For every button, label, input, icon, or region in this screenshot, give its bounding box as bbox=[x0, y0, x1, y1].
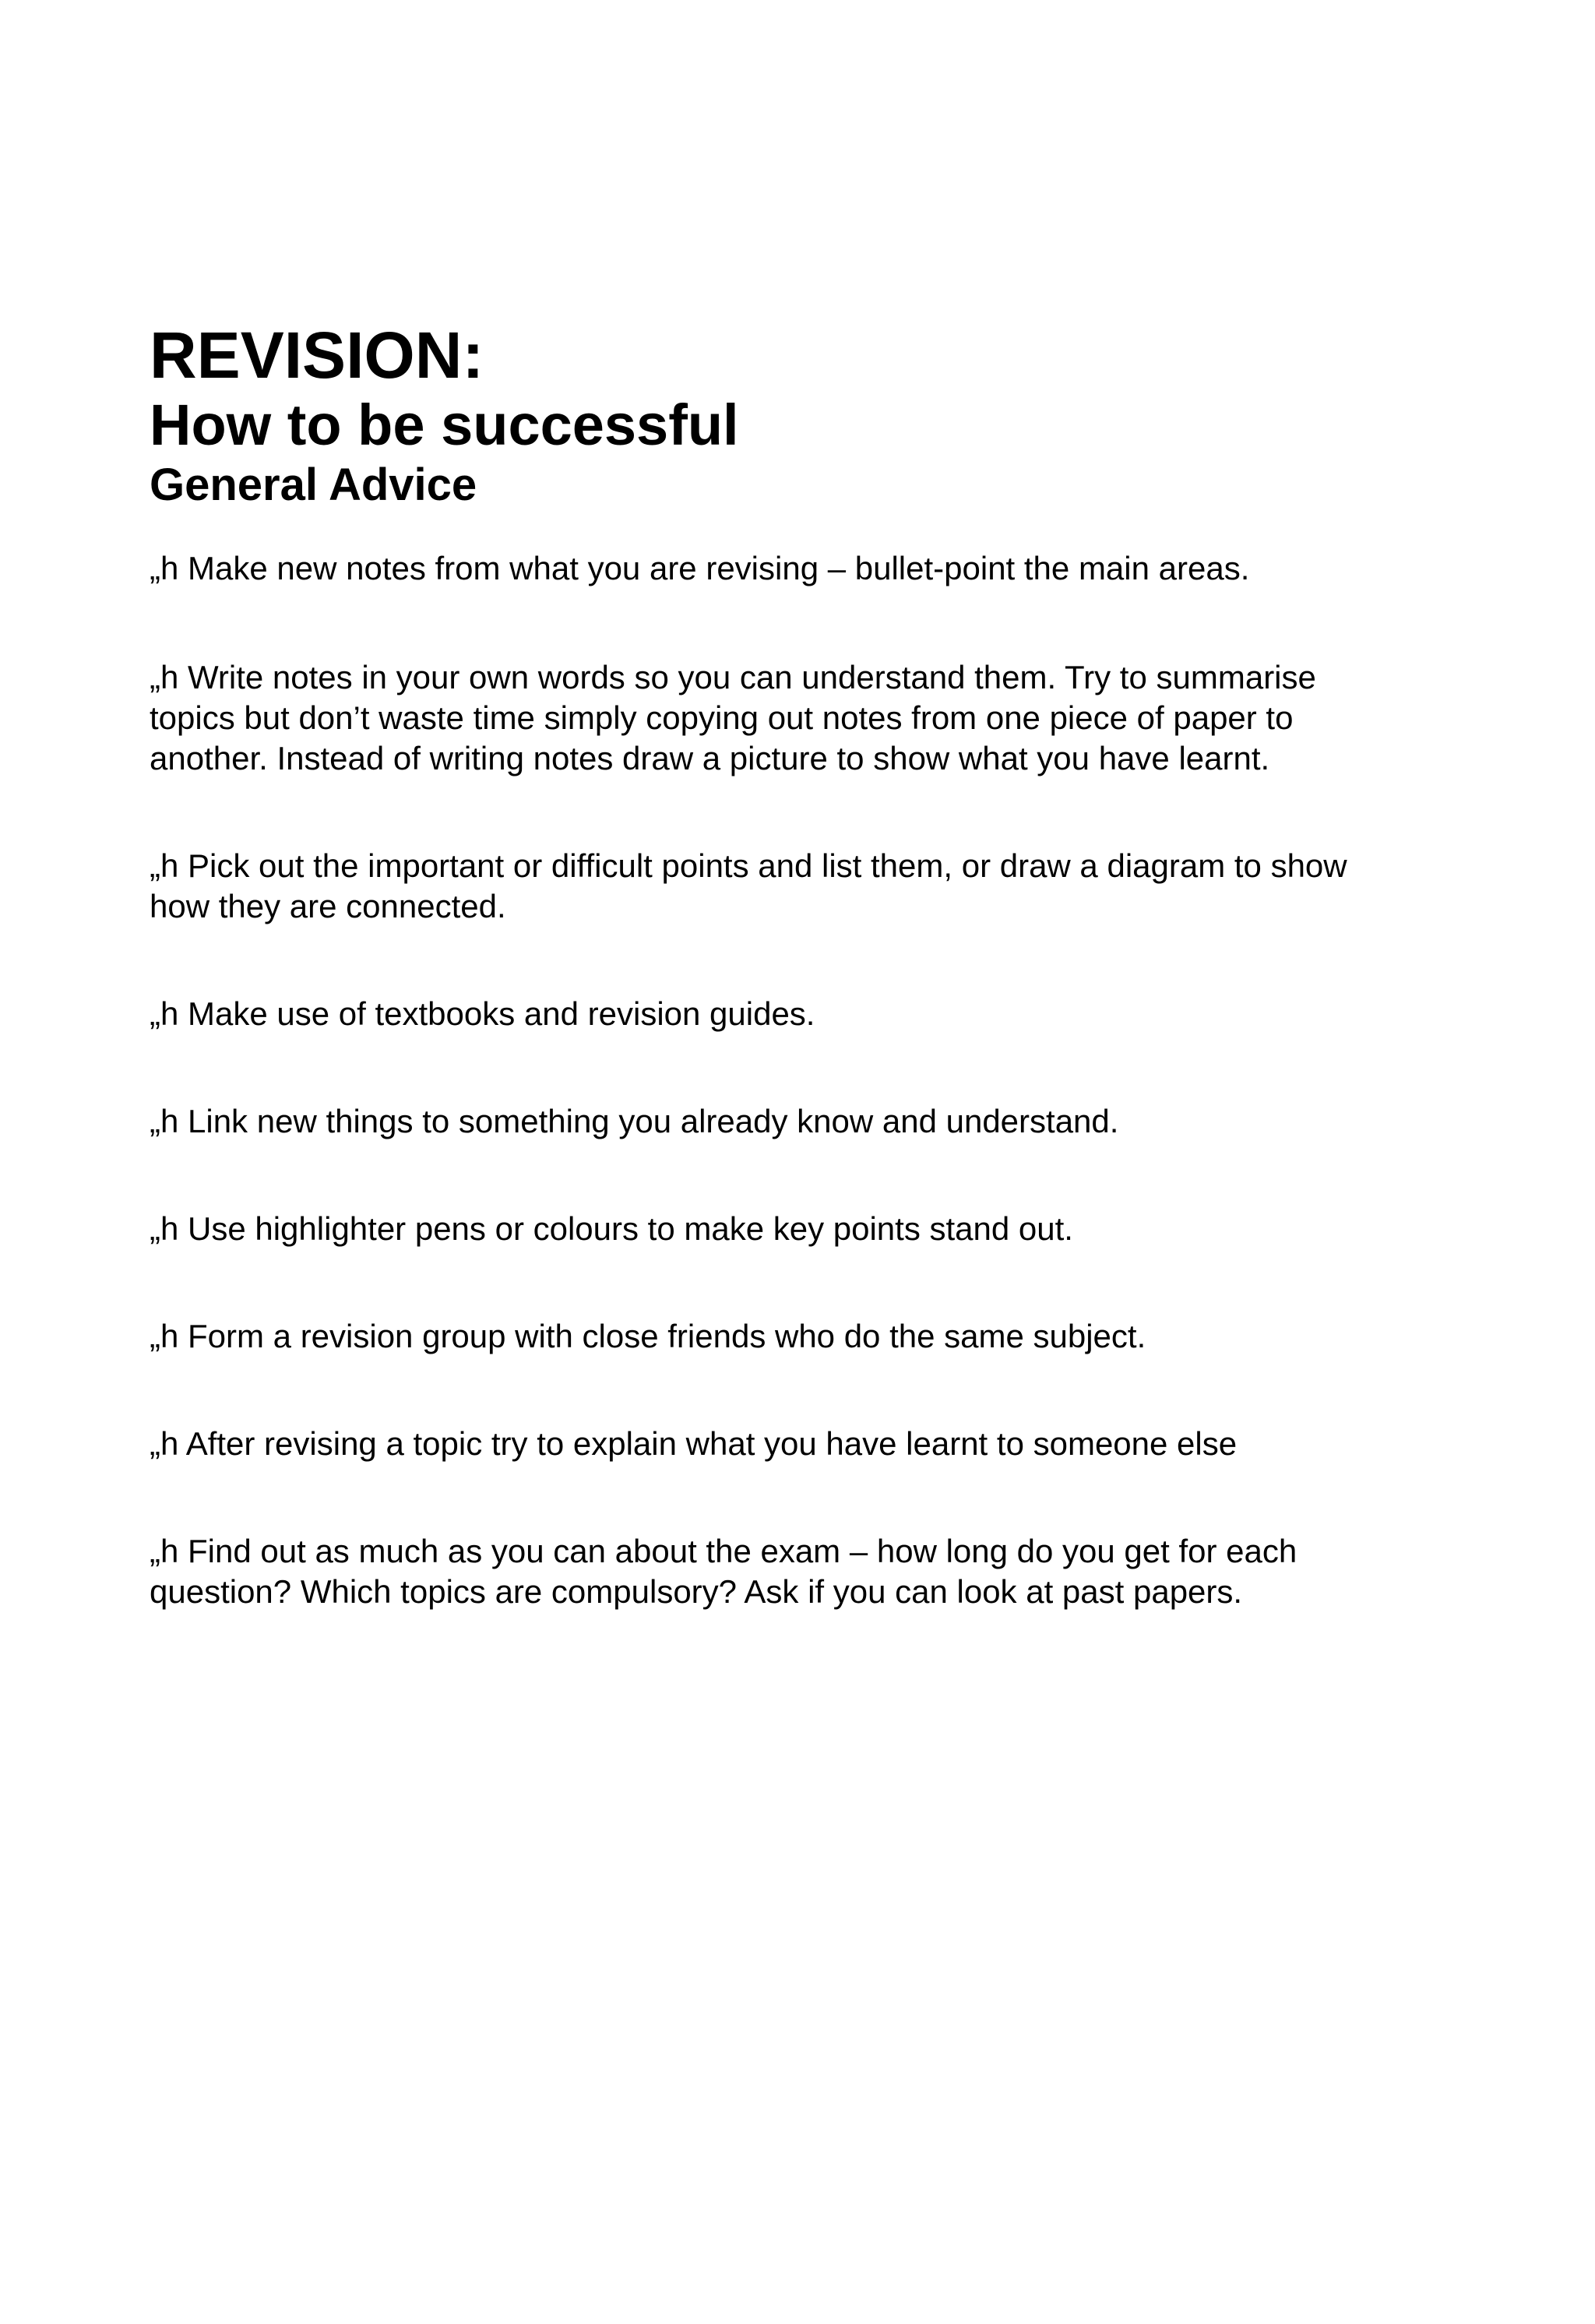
advice-item-important-points: „h Pick out the important or difficult points and list them, or draw a diagram to show how they are connected. bbox=[150, 847, 1347, 924]
document-title: REVISION: bbox=[150, 319, 484, 392]
advice-item-exam-info: „h Find out as much as you can about the exam – how long do you get for each question? Which topics are compulsory? Ask if you can look at past papers. bbox=[150, 1533, 1297, 1610]
advice-list bbox=[150, 548, 1442, 1612]
advice-item-own-words: „h Write notes in your own words so you can understand them. Try to summarise topics but don’t waste time simply copying out notes from one piece of paper to another. Instead of writing notes draw a picture to show what you have learnt. bbox=[150, 659, 1316, 776]
advice-item-highlighter: „h Use highlighter pens or colours to make key points stand out. bbox=[150, 1210, 1073, 1247]
advice-item-explain-topic: „h After revising a topic try to explain what you have learnt to someone else bbox=[150, 1425, 1238, 1462]
heading-block bbox=[150, 318, 1474, 512]
advice-item-make-new-notes: „h Make new notes from what you are revising – bullet-point the main areas. bbox=[150, 550, 1250, 586]
advice-item-revision-group: „h Form a revision group with close friends who do the same subject. bbox=[150, 1318, 1146, 1354]
advice-item-link-new-things: „h Link new things to something you already know and understand. bbox=[150, 1103, 1119, 1139]
advice-item-textbooks: „h Make use of textbooks and revision guides. bbox=[150, 995, 815, 1032]
section-heading-general-advice: General Advice bbox=[150, 460, 477, 510]
document-subtitle: How to be successful bbox=[150, 393, 739, 457]
